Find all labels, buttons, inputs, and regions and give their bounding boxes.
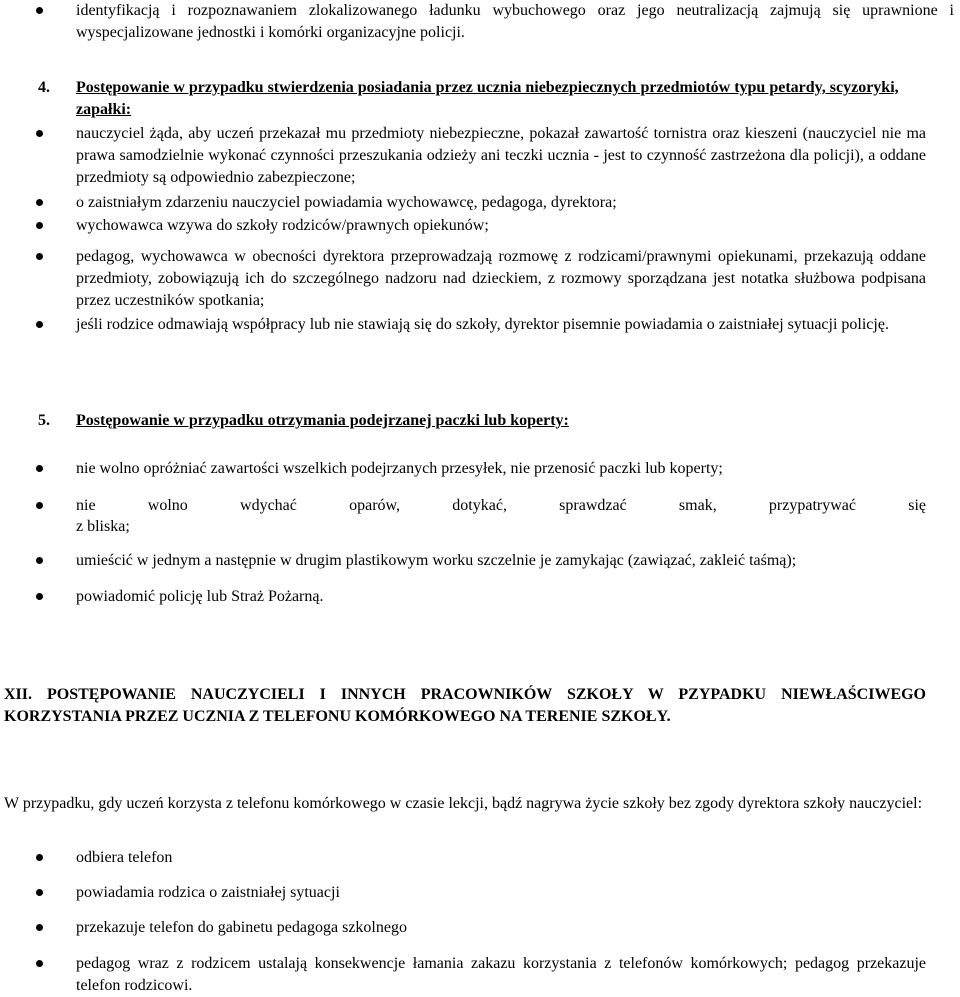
bullet-icon: [36, 593, 43, 600]
list-item: wychowawca wzywa do szkoły rodziców/prawnych opiekunów;: [76, 217, 489, 234]
list-item: nauczyciel żąda, aby uczeń przekazał mu przedmioty niebezpieczne, pokazał zawartość tornistra oraz kieszeni (nauczyciel nie ma prawa samodzielnie wykonać czynności przeszukania odzieży ani teczki ucznia - jest to czynność zastrzeżona dla policji), a oddane przedmioty są odpowiednio zabezpieczone;: [76, 125, 926, 186]
list-item: umieścić w jednym a następnie w drugim plastikowym worku szczelnie je zamykając (zawiązać, zakleić taśmą);: [76, 552, 797, 569]
list-item-continuation: z bliska;: [76, 518, 130, 535]
bullet-icon: [36, 222, 43, 229]
list-item: powiadomić policję lub Straż Pożarną.: [76, 588, 324, 605]
section-number: 5.: [38, 412, 50, 429]
bullet-icon: [36, 889, 43, 896]
list-item: pedagog wraz z rodzicem ustalają konsekwencje łamania zakazu korzystania z telefonów komórkowych; pedagog przekazuje telefon rodzicowi.: [76, 955, 926, 994]
bullet-icon: [36, 502, 43, 509]
bullet-icon: [36, 557, 43, 564]
bullet-icon: [36, 253, 43, 260]
bullet-icon: [36, 199, 43, 206]
list-item: pedagog, wychowawca w obecności dyrektora przeprowadzają rozmowę z rodzicami/prawnymi opiekunami, przekazują oddane przedmioty, zobowiązują ich do szczególnego nadzoru nad dzieckiem, z rozmowy sporządzana jest notatka służbowa podpisana przez uczestników spotkania;: [76, 248, 926, 309]
bullet-icon: [36, 465, 43, 472]
list-item: odbiera telefon: [76, 849, 173, 866]
intro-paragraph: W przypadku, gdy uczeń korzysta z telefonu komórkowego w czasie lekcji, bądź nagrywa życie szkoły bez zgody dyrektora szkoły nauczyciel:: [4, 795, 923, 812]
section-heading-4: [38, 77, 926, 121]
bullet-icon: [36, 924, 43, 931]
list-item: nie wolno wdychać oparów, dotykać, sprawdzać smak, przypatrywać się: [76, 497, 926, 514]
bullet-icon: [36, 321, 43, 328]
bullet-icon: [36, 960, 43, 967]
section-title: Postępowanie w przypadku otrzymania podejrzanej paczki lub koperty:: [76, 412, 569, 429]
section-heading-5: [38, 410, 926, 432]
list-item: powiadamia rodzica o zaistniałej sytuacji: [76, 884, 340, 901]
section-title: Postępowanie w przypadku stwierdzenia posiadania przez ucznia niebezpiecznych przedmiotów typu petardy, scyzoryki, zapałki:: [76, 79, 899, 118]
chapter-heading: XII. POSTĘPOWANIE NAUCZYCIELI I INNYCH PRACOWNIKÓW SZKOŁY W PZYPADKU NIEWŁAŚCIWEGO KORZYSTANIA PRZEZ UCZNIA Z TELEFONU KOMÓRKOWEGO NA TERENIE SZKOŁY.: [4, 686, 926, 725]
list-item: o zaistniałym zdarzeniu nauczyciel powiadamia wychowawcę, pedagoga, dyrektora;: [76, 194, 617, 211]
list-item: jeśli rodzice odmawiają współpracy lub nie stawiają się do szkoły, dyrektor pisemnie powiadamia o zaistniałej sytuacji policję.: [76, 316, 889, 333]
bullet-icon: [36, 7, 43, 14]
list-item: identyfikacją i rozpoznawaniem zlokalizowanego ładunku wybuchowego oraz jego neutralizacją zajmują się uprawnione i wyspecjalizowane jednostki i komórki organizacyjne policji.: [76, 2, 954, 41]
list-item: przekazuje telefon do gabinetu pedagoga szkolnego: [76, 919, 407, 936]
bullet-icon: [36, 130, 43, 137]
list-item: nie wolno opróżniać zawartości wszelkich podejrzanych przesyłek, nie przenosić paczki lub koperty;: [76, 460, 723, 477]
section-number: 4.: [38, 79, 50, 96]
bullet-icon: [36, 854, 43, 861]
